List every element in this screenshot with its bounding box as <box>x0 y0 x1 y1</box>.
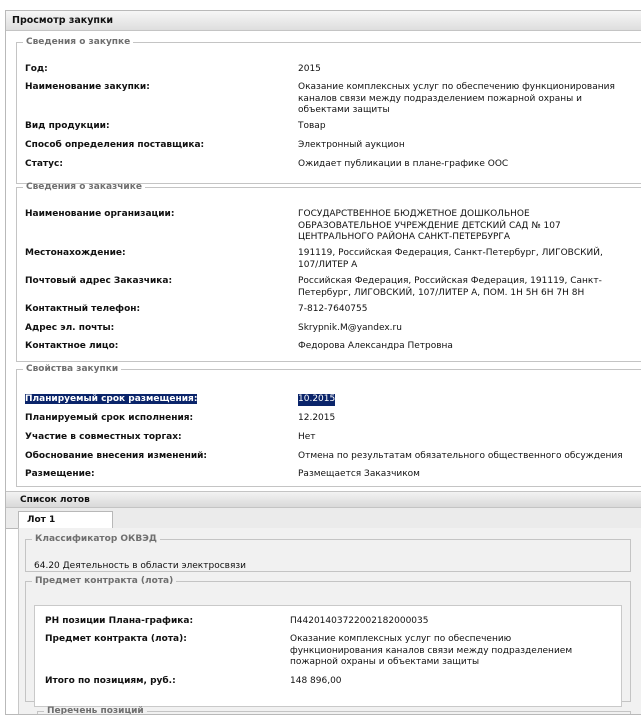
contract-subject-value: Оказание комплексных услуг по обеспечению функционирования каналов связи между подразделением пожарной охраны и объектами защиты <box>290 634 573 667</box>
location-value: 191119, Российская Федерация, Санкт-Петербург, ЛИГОВСКИЙ, 107/ЛИТЕР А <box>298 248 603 270</box>
postal-address-label: Почтовый адрес Заказчика: <box>25 276 173 286</box>
year-value: 2015 <box>298 64 321 74</box>
postal-address-value: Российская Федерация, Российская Федерация, 191119, Санкт-Петербург, ЛИГОВСКИЙ, 107/ЛИТЕР А, ПОМ. 1Н 5Н 6Н 7Н 8Н <box>298 276 602 298</box>
change-reason-label: Обоснование внесения изменений: <box>25 451 208 461</box>
location-label: Местонахождение: <box>25 248 126 258</box>
planned-placement-label: Планируемый срок размещения: <box>25 394 198 404</box>
plan-position-label: РН позиции Плана-графика: <box>45 616 194 626</box>
status-label: Статус: <box>25 159 63 169</box>
purchase-props-fieldset <box>16 364 641 487</box>
lot-panel <box>18 528 641 715</box>
phone-value: 7-812-7640755 <box>298 304 368 314</box>
status-value: Ожидает публикации в плане-графике ООС <box>298 159 509 169</box>
purchase-name-label: Наименование закупки: <box>25 82 150 92</box>
purchase-info-fieldset <box>16 37 641 184</box>
change-reason-value: Отмена по результатам обязательного общественного обсуждения <box>298 451 623 461</box>
purchase-props-legend: Свойства закупки <box>26 364 119 374</box>
org-name-label: Наименование организации: <box>25 209 175 219</box>
purchase-info-legend: Сведения о закупке <box>26 37 131 47</box>
phone-label: Контактный телефон: <box>25 304 141 314</box>
total-label: Итого по позициям, руб.: <box>45 676 176 686</box>
placement-label: Размещение: <box>25 469 95 479</box>
supplier-method-value: Электронный аукцион <box>298 140 405 150</box>
lots-tabbar <box>6 508 641 529</box>
lots-list-header: Список лотов <box>6 491 641 508</box>
purchase-view-window <box>5 10 641 715</box>
planned-placement-value: 10.2015 <box>298 394 336 404</box>
okved-legend: Классификатор ОКВЭД <box>35 534 157 544</box>
purchase-name-value: Оказание комплексных услуг по обеспечению функционирования каналов связи между подразделением пожарной охраны и объектами защиты <box>298 82 615 115</box>
contract-subject-fieldset <box>25 576 631 702</box>
year-label: Год: <box>25 64 48 74</box>
tab-lot-1[interactable]: Лот 1 <box>18 511 113 528</box>
planned-execution-label: Планируемый срок исполнения: <box>25 413 194 423</box>
okved-fieldset <box>25 534 631 572</box>
plan-position-value: П44201403722002182000035 <box>290 616 429 626</box>
joint-bidding-label: Участие в совместных торгах: <box>25 432 182 442</box>
window-title: Просмотр закупки <box>6 11 641 31</box>
email-label: Адрес эл. почты: <box>25 323 115 333</box>
contact-person-value: Федорова Александра Петровна <box>298 341 453 351</box>
positions-fieldset <box>37 706 631 715</box>
contact-person-label: Контактное лицо: <box>25 341 119 351</box>
supplier-method-label: Способ определения поставщика: <box>25 140 205 150</box>
planned-execution-value: 12.2015 <box>298 413 336 423</box>
product-type-label: Вид продукции: <box>25 121 110 131</box>
customer-info-fieldset <box>16 182 641 362</box>
okved-value: 64.20 Деятельность в области электросвязи <box>34 561 247 571</box>
contract-subject-legend: Предмет контракта (лота) <box>35 576 174 586</box>
contract-subject-label: Предмет контракта (лота): <box>45 634 187 644</box>
contract-subject-box <box>34 605 622 707</box>
top-strip <box>0 0 641 8</box>
placement-value: Размещается Заказчиком <box>298 469 420 479</box>
positions-legend: Перечень позиций <box>47 706 144 715</box>
email-value: Skrypnik.M@yandex.ru <box>298 323 402 333</box>
org-name-value: ГОСУДАРСТВЕННОЕ БЮДЖЕТНОЕ ДОШКОЛЬНОЕ ОБРАЗОВАТЕЛЬНОЕ УЧРЕЖДЕНИЕ ДЕТСКИЙ САД № 107 ЦЕНТРАЛЬНОГО РАЙОНА САНКТ-ПЕТЕРБУРГА <box>298 209 561 242</box>
product-type-value: Товар <box>298 121 326 131</box>
customer-info-legend: Сведения о заказчике <box>26 182 142 192</box>
total-value: 148 896,00 <box>290 676 342 686</box>
joint-bidding-value: Нет <box>298 432 316 442</box>
